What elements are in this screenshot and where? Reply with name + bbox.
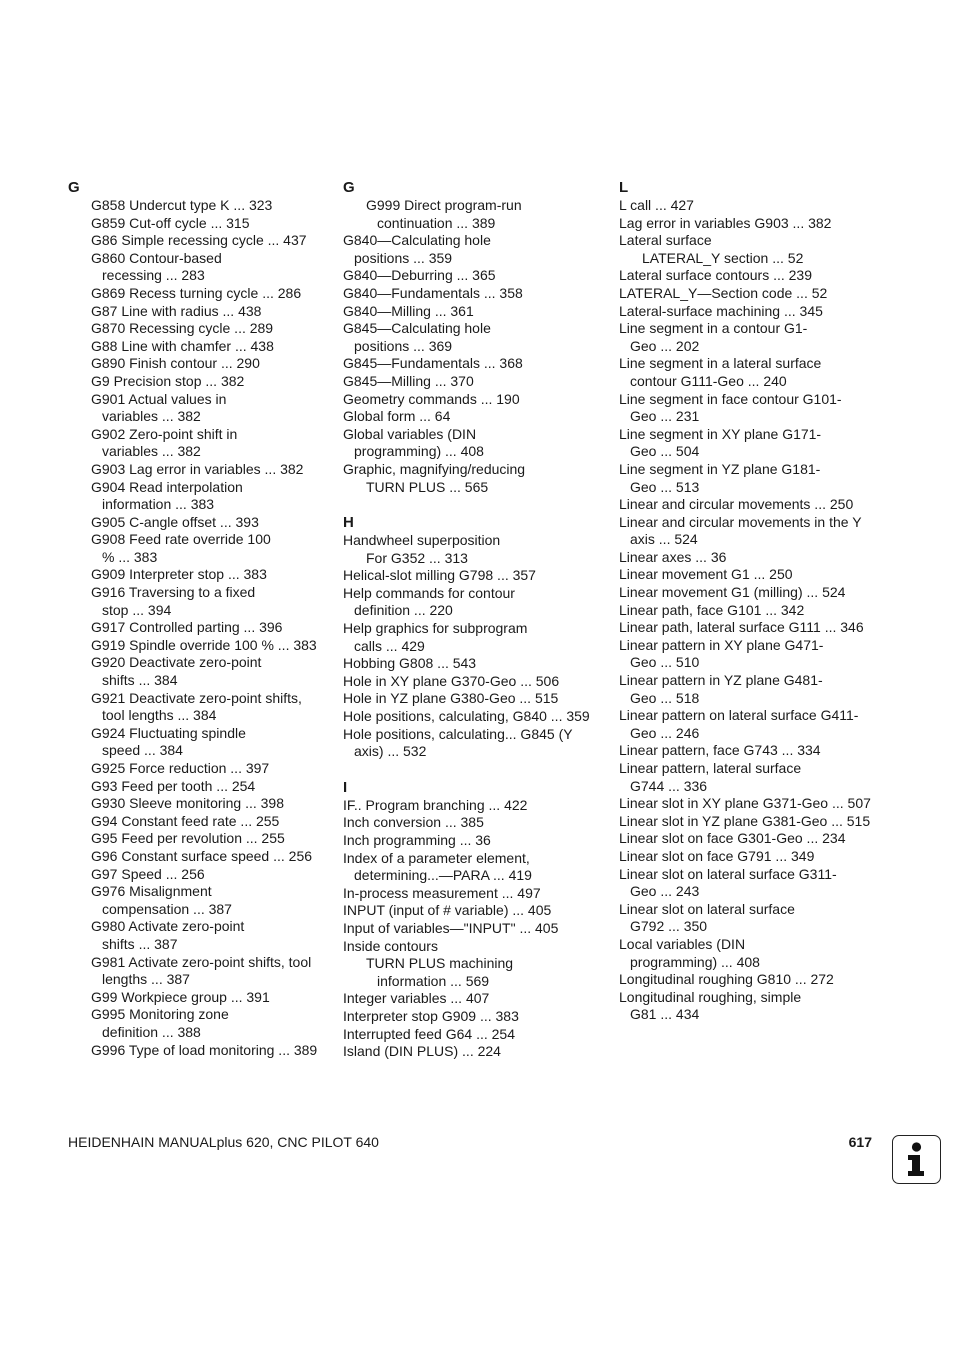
index-column-2 xyxy=(343,178,605,1061)
index-column-1 xyxy=(68,178,330,1059)
index-entry: Line segment in XY plane G171- xyxy=(619,425,822,442)
index-entry: LATERAL_Y—Section code ... 52 xyxy=(619,284,828,301)
index-entry: Linear pattern on lateral surface G411- xyxy=(619,707,859,724)
index-entry: Linear slot on lateral surface G311- xyxy=(619,865,837,882)
index-entry: Lag error in variables G903 ... 382 xyxy=(619,214,832,231)
index-entry: Inside contours xyxy=(343,937,438,954)
index-entry: G930 Sleeve monitoring ... 398 xyxy=(91,795,285,812)
index-entry: Input of variables—"INPUT" ... 405 xyxy=(343,919,559,936)
index-entry-continuation: Geo ... 231 xyxy=(630,408,700,425)
index-entry: G976 Misalignment xyxy=(91,883,212,900)
index-entry: Island (DIN PLUS) ... 224 xyxy=(343,1043,501,1060)
index-entry: Linear path, face G101 ... 342 xyxy=(619,601,805,618)
index-entry: G870 Recessing cycle ... 289 xyxy=(91,320,274,337)
index-entry: TURN PLUS machining xyxy=(366,955,514,972)
index-entry: G996 Type of load monitoring ... 389 xyxy=(91,1041,318,1058)
index-entry-continuation: definition ... 220 xyxy=(354,602,453,619)
index-entry: G86 Simple recessing cycle ... 437 xyxy=(91,232,307,249)
index-entry-continuation: information ... 569 xyxy=(377,972,490,989)
index-entry-continuation: Geo ... 202 xyxy=(630,337,700,354)
index-entry: G859 Cut-off cycle ... 315 xyxy=(91,214,250,231)
index-entry: For G352 ... 313 xyxy=(366,549,468,566)
index-entry: Handwheel superposition xyxy=(343,532,501,549)
index-entry: Line segment in YZ plane G181- xyxy=(619,460,821,477)
index-entry: Helical-slot milling G798 ... 357 xyxy=(343,567,536,584)
index-entry: G99 Workpiece group ... 391 xyxy=(91,988,270,1005)
index-entry-continuation: G792 ... 350 xyxy=(630,918,708,935)
index-entry: Linear slot on face G301-Geo ... 234 xyxy=(619,830,846,847)
index-entry-continuation: Geo ... 518 xyxy=(630,689,700,706)
index-entry: Linear pattern, face G743 ... 334 xyxy=(619,742,821,759)
index-entry-continuation: Geo ... 513 xyxy=(630,478,700,495)
index-entry-continuation: lengths ... 387 xyxy=(102,971,190,988)
index-entry-continuation: axis ... 524 xyxy=(630,531,698,548)
index-entry: INPUT (input of # variable) ... 405 xyxy=(343,902,552,919)
index-entry: Hole positions, calculating, G840 ... 359 xyxy=(343,708,590,725)
index-entry: G97 Speed ... 256 xyxy=(91,865,205,882)
index-entry: Help commands for contour xyxy=(343,584,515,601)
index-entry: Linear slot on lateral surface xyxy=(619,900,795,917)
index-entry: G840—Calculating hole xyxy=(343,232,491,249)
index-entry: G845—Fundamentals ... 368 xyxy=(343,355,523,372)
index-column-3 xyxy=(619,178,887,1024)
index-entry-continuation: positions ... 369 xyxy=(354,337,453,354)
index-entry: G925 Force reduction ... 397 xyxy=(91,760,270,776)
index-entry: G858 Undercut type K ... 323 xyxy=(91,197,273,213)
index-entry-continuation: continuation ... 389 xyxy=(377,214,496,231)
index-entry: G845—Calculating hole xyxy=(343,320,491,337)
info-icon xyxy=(892,1135,941,1184)
index-entry-continuation: Geo ... 510 xyxy=(630,654,700,671)
index-entry: Line segment in a lateral surface xyxy=(619,355,822,372)
index-entry: G845—Milling ... 370 xyxy=(343,372,474,389)
index-entry: Linear movement G1 (milling) ... 524 xyxy=(619,584,846,601)
index-entry-continuation: % ... 383 xyxy=(102,548,158,565)
index-entry: Lateral surface contours ... 239 xyxy=(619,267,812,284)
section-letter: H xyxy=(343,514,354,532)
index-entry-continuation: programming) ... 408 xyxy=(354,443,484,460)
index-entry: Inch conversion ... 385 xyxy=(343,814,484,831)
index-entry-continuation: calls ... 429 xyxy=(354,637,425,654)
section-letter: I xyxy=(343,778,348,796)
index-entry-continuation: Geo ... 504 xyxy=(630,443,700,460)
index-entry: G94 Constant feed rate ... 255 xyxy=(91,812,280,829)
index-entries xyxy=(68,197,330,1059)
index-entry: Lateral-surface machining ... 345 xyxy=(619,302,823,319)
index-entry: Global variables (DIN xyxy=(343,425,477,442)
index-entry: Lateral surface xyxy=(619,232,712,249)
index-entry-continuation: compensation ... 387 xyxy=(102,900,232,917)
index-entry-continuation: axis) ... 532 xyxy=(354,743,427,760)
index-entry-continuation: Geo ... 243 xyxy=(630,883,700,900)
index-entry: Line segment in face contour G101- xyxy=(619,390,842,407)
index-entry: L call ... 427 xyxy=(619,197,694,213)
index-entry-continuation: shifts ... 384 xyxy=(102,672,178,689)
index-entry: G920 Deactivate zero-point xyxy=(91,654,262,671)
index-entry: In-process measurement ... 497 xyxy=(343,884,541,901)
index-entry-continuation: definition ... 388 xyxy=(102,1023,201,1040)
index-entry: G903 Lag error in variables ... 382 xyxy=(91,460,304,477)
index-entry: G869 Recess turning cycle ... 286 xyxy=(91,284,302,301)
index-entry-continuation: variables ... 382 xyxy=(102,408,201,425)
index-entry: G995 Monitoring zone xyxy=(91,1006,229,1023)
index-entry: G905 C-angle offset ... 393 xyxy=(91,513,259,530)
index-entry: TURN PLUS ... 565 xyxy=(366,478,489,495)
index-entry: G908 Feed rate override 100 xyxy=(91,531,271,548)
index-entry: G93 Feed per tooth ... 254 xyxy=(91,777,256,794)
index-entry: G890 Finish contour ... 290 xyxy=(91,355,260,372)
index-entry: G96 Constant surface speed ... 256 xyxy=(91,847,313,864)
index-entry: G9 Precision stop ... 382 xyxy=(91,372,245,389)
index-entry: Longitudinal roughing G810 ... 272 xyxy=(619,971,834,988)
index-entry: G919 Spindle override 100 % ... 383 xyxy=(91,636,317,653)
index-entry-continuation: shifts ... 387 xyxy=(102,935,178,952)
index-entry: G901 Actual values in xyxy=(91,390,227,407)
index-entry: Line segment in a contour G1- xyxy=(619,320,808,337)
index-entry: Linear and circular movements ... 250 xyxy=(619,496,854,513)
index-entry: G87 Line with radius ... 438 xyxy=(91,302,262,319)
index-entry: Linear and circular movements in the Y xyxy=(619,513,862,530)
index-entry: G95 Feed per revolution ... 255 xyxy=(91,830,285,847)
index-entry: G917 Controlled parting ... 396 xyxy=(91,619,283,636)
section-gap xyxy=(343,761,605,778)
index-entry: LATERAL_Y section ... 52 xyxy=(642,249,804,266)
index-entry-continuation: positions ... 359 xyxy=(354,249,453,266)
index-entry: Hole in XY plane G370-Geo ... 506 xyxy=(343,672,560,689)
index-entry: G921 Deactivate zero-point shifts, xyxy=(91,689,302,706)
index-entry: G904 Read interpolation xyxy=(91,478,243,495)
index-entry-continuation: stop ... 394 xyxy=(102,601,172,618)
index-entry: G909 Interpreter stop ... 383 xyxy=(91,566,267,583)
index-entry: Hole positions, calculating... G845 (Y xyxy=(343,725,573,742)
index-entry-continuation: speed ... 384 xyxy=(102,742,183,759)
index-entry-continuation: programming) ... 408 xyxy=(630,953,760,970)
index-entry: G981 Activate zero-point shifts, tool xyxy=(91,953,312,970)
section-letter: L xyxy=(619,179,629,196)
index-entry: G999 Direct program-run xyxy=(366,197,522,213)
index-entries xyxy=(343,197,605,1061)
index-entry: Index of a parameter element, xyxy=(343,849,530,866)
index-entry: Local variables (DIN xyxy=(619,935,746,952)
index-entry: Interrupted feed G64 ... 254 xyxy=(343,1025,516,1042)
index-entry: G924 Fluctuating spindle xyxy=(91,724,246,741)
index-entry: Geometry commands ... 190 xyxy=(343,390,520,407)
index-entry: Inch programming ... 36 xyxy=(343,832,491,848)
index-entry: Help graphics for subprogram xyxy=(343,620,528,637)
index-entry: G840—Deburring ... 365 xyxy=(343,267,496,284)
index-entry: G916 Traversing to a fixed xyxy=(91,584,256,601)
section-letter: G xyxy=(68,179,80,196)
index-entry: Linear slot on face G791 ... 349 xyxy=(619,847,815,864)
section-letter: G xyxy=(343,179,355,196)
index-entry: Global form ... 64 xyxy=(343,408,451,425)
index-entry: Longitudinal roughing, simple xyxy=(619,988,802,1005)
index-entry: G88 Line with chamfer ... 438 xyxy=(91,337,274,354)
index-entry-continuation: tool lengths ... 384 xyxy=(102,707,217,724)
index-entry: Linear pattern in XY plane G471- xyxy=(619,636,824,653)
index-entry-continuation: variables ... 382 xyxy=(102,443,201,460)
index-entry-continuation: Geo ... 246 xyxy=(630,724,700,741)
index-entry: Hole in YZ plane G380-Geo ... 515 xyxy=(343,690,559,707)
index-entry: G902 Zero-point shift in xyxy=(91,425,238,442)
index-entry: Linear movement G1 ... 250 xyxy=(619,566,793,583)
index-entry: G840—Fundamentals ... 358 xyxy=(343,284,523,301)
page-number: 617 xyxy=(848,1134,872,1150)
index-entry-continuation: information ... 383 xyxy=(102,496,215,513)
index-entry: G980 Activate zero-point xyxy=(91,918,245,935)
index-entry-continuation: determining...—PARA ... 419 xyxy=(354,867,532,884)
index-entry: Graphic, magnifying/reducing xyxy=(343,460,526,477)
index-entries xyxy=(619,197,887,1024)
index-entry: G840—Milling ... 361 xyxy=(343,302,474,319)
index-entry: Linear pattern, lateral surface xyxy=(619,760,802,776)
index-entry-continuation: G81 ... 434 xyxy=(630,1006,700,1023)
index-entry: Linear slot in XY plane G371-Geo ... 507 xyxy=(619,795,871,812)
index-entry: IF.. Program branching ... 422 xyxy=(343,796,528,813)
index-entry: Hobbing G808 ... 543 xyxy=(343,655,477,672)
index-entry: Linear slot in YZ plane G381-Geo ... 515 xyxy=(619,812,871,829)
index-entry-continuation: contour G111-Geo ... 240 xyxy=(630,372,787,389)
index-entry: Linear axes ... 36 xyxy=(619,548,727,565)
index-entry-continuation: recessing ... 283 xyxy=(102,267,205,284)
index-entry: Linear path, lateral surface G111 ... 346 xyxy=(619,619,864,636)
index-entry: Linear pattern in YZ plane G481- xyxy=(619,672,823,689)
index-entry: Interpreter stop G909 ... 383 xyxy=(343,1007,519,1024)
section-gap xyxy=(343,496,605,513)
index-entry-continuation: G744 ... 336 xyxy=(630,777,708,794)
index-entry: Integer variables ... 407 xyxy=(343,990,490,1007)
index-entry: G860 Contour-based xyxy=(91,249,222,266)
footer-title: HEIDENHAIN MANUALplus 620, CNC PILOT 640 xyxy=(68,1134,379,1150)
